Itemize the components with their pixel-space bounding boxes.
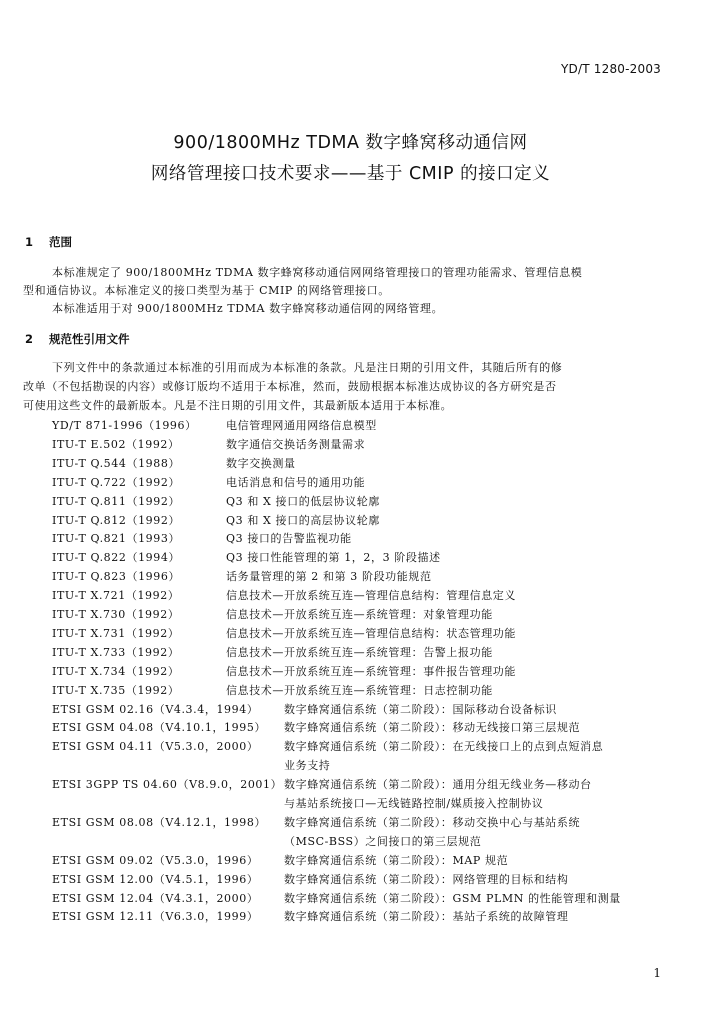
reference-code: ETSI GSM 12.00（V4.5.1，1996） [52, 872, 259, 886]
reference-code: ITU-T E.502（1992） [52, 437, 180, 451]
reference-title: 信息技术—开放系统互连—系统管理：告警上报功能 [226, 645, 493, 659]
reference-code: ITU-T Q.812（1992） [52, 513, 181, 527]
reference-title: 数字通信交换话务测量需求 [226, 437, 366, 451]
section-1-heading [25, 234, 72, 250]
reference-code: ETSI GSM 12.04（V4.3.1，2000） [52, 891, 259, 905]
paragraph-line: 下列文件中的条款通过本标准的引用而成为本标准的条款。凡是注日期的引用文件，其随后所有的修 [52, 361, 563, 374]
reference-title: 数字蜂窝通信系统（第二阶段）：国际移动台设备标识 [284, 702, 557, 716]
reference-code: ITU-T X.721（1992） [52, 589, 180, 603]
reference-code: ITU-T Q.544（1988） [52, 456, 181, 470]
reference-title: 信息技术—开放系统互连—系统管理：事件报告管理功能 [226, 664, 516, 678]
reference-title: 数字蜂窝通信系统（第二阶段）：移动无线接口第三层规范 [284, 721, 581, 735]
reference-code: ETSI GSM 04.08（V4.10.1，1995） [52, 721, 267, 735]
section-number: 2 [25, 332, 34, 346]
paragraph-line: 本标准适用于对 900/1800MHz TDMA 数字蜂窝移动通信网的网络管理。 [52, 302, 444, 315]
paragraph-line: 本标准规定了 900/1800MHz TDMA 数字蜂窝移动通信网网络管理接口的管理功能需求、管理信息模 [52, 266, 583, 279]
reference-title: 电话消息和信号的通用功能 [226, 475, 366, 489]
paragraph-line: 型和通信协议。本标准定义的接口类型为基于 CMIP 的网络管理接口。 [23, 284, 390, 297]
reference-code: ITU-T X.735（1992） [52, 683, 180, 697]
paragraph-line: 可使用这些文件的最新版本。凡是不注日期的引用文件，其最新版本适用于本标准。 [23, 399, 453, 412]
section-title: 范围 [49, 235, 72, 249]
reference-title: Q3 接口的告警监视功能 [226, 532, 352, 546]
reference-code: ETSI GSM 02.16（V4.3.4，1994） [52, 702, 259, 716]
reference-code: ITU-T X.734（1992） [52, 664, 180, 678]
reference-title: 信息技术—开放系统互连—管理信息结构：管理信息定义 [226, 589, 516, 603]
paragraph-line: 改单（不包括勘误的内容）或修订版均不适用于本标准，然而，鼓励根据本标准达成协议的各方研究是否 [23, 380, 557, 393]
reference-code: ITU-T Q.822（1994） [52, 551, 181, 565]
reference-title: 电信管理网通用网络信息模型 [226, 419, 377, 432]
section-title: 规范性引用文件 [49, 332, 130, 346]
section-number: 1 [25, 235, 34, 249]
standard-code: YD/T 1280-2003 [561, 62, 661, 76]
reference-code: ITU-T Q.821（1993） [52, 532, 181, 546]
reference-title: 话务量管理的第 2 和第 3 阶段功能规范 [226, 570, 432, 584]
reference-title: 数字蜂窝通信系统（第二阶段）：GSM PLMN 的性能管理和测量 [284, 891, 621, 905]
reference-title: （MSC-BSS）之间接口的第三层规范 [284, 834, 482, 848]
document-title-line1: 900/1800MHz TDMA 数字蜂窝移动通信网 [173, 133, 528, 153]
reference-code: ETSI GSM 04.11（V5.3.0，2000） [52, 740, 259, 754]
reference-code: ITU-T Q.722（1992） [52, 475, 181, 489]
reference-title: 数字蜂窝通信系统（第二阶段）：移动交换中心与基站系统 [284, 815, 581, 829]
reference-title: 与基站系统接口—无线链路控制/媒质接入控制协议 [284, 797, 544, 810]
reference-title: 数字蜂窝通信系统（第二阶段）：通用分组无线业务—移动台 [284, 778, 592, 792]
reference-title: 数字蜂窝通信系统（第二阶段）：网络管理的目标和结构 [284, 872, 569, 886]
reference-code: ETSI GSM 09.02（V5.3.0，1996） [52, 853, 259, 867]
section-2-heading [25, 331, 130, 347]
reference-title: 信息技术—开放系统互连—管理信息结构：状态管理功能 [226, 626, 516, 640]
reference-title: 数字蜂窝通信系统（第二阶段）：基站子系统的故障管理 [284, 910, 569, 924]
page-number: 1 [653, 966, 661, 980]
reference-title: 信息技术—开放系统互连—系统管理：日志控制功能 [226, 683, 493, 697]
reference-title: 业务支持 [284, 759, 331, 773]
reference-code: ITU-T X.733（1992） [52, 645, 180, 659]
reference-title: Q3 和 X 接口的高层协议轮廓 [226, 513, 380, 527]
reference-title: 数字蜂窝通信系统（第二阶段）：在无线接口上的点到点短消息 [284, 740, 604, 754]
reference-title: 数字交换测量 [226, 456, 296, 470]
reference-code: ITU-T Q.811（1992） [52, 494, 181, 508]
document-title-line2: 网络管理接口技术要求——基于 CMIP 的接口定义 [150, 164, 551, 184]
reference-title: Q3 接口性能管理的第 1，2，3 阶段描述 [226, 551, 441, 565]
reference-code: ETSI GSM 08.08（V4.12.1，1998） [52, 815, 267, 829]
reference-code: ETSI GSM 12.11（V6.3.0，1999） [52, 910, 259, 924]
reference-code: ITU-T X.730（1992） [52, 608, 180, 621]
reference-title: 数字蜂窝通信系统（第二阶段）：MAP 规范 [284, 853, 509, 867]
reference-code: ITU-T Q.823（1996） [52, 570, 181, 584]
reference-code: YD/T 871-1996（1996） [52, 419, 197, 432]
reference-title: Q3 和 X 接口的低层协议轮廓 [226, 494, 380, 508]
reference-code: ITU-T X.731（1992） [52, 626, 180, 640]
reference-title: 信息技术—开放系统互连—系统管理：对象管理功能 [226, 608, 493, 621]
reference-code: ETSI 3GPP TS 04.60（V8.9.0，2001） [52, 778, 283, 792]
